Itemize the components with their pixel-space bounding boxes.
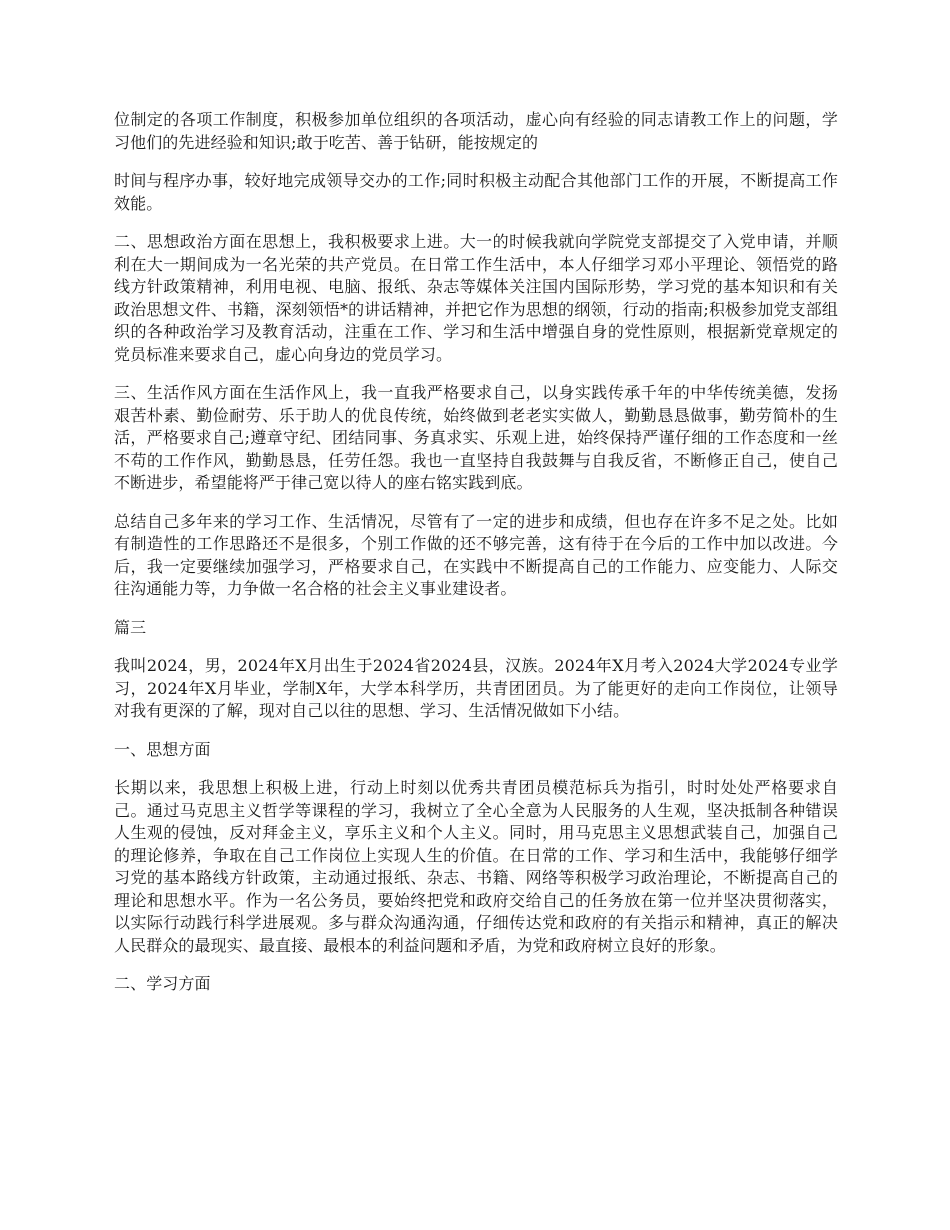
section-heading-study: 二、学习方面 xyxy=(114,974,211,993)
section-heading-part-three: 篇三 xyxy=(114,617,147,637)
paragraph-work-efficiency: 时间与程序办事，较好地完成领导交办的工作;同时积极主动配合其他部门工作的开展，不断提高工作效能。 xyxy=(114,171,838,213)
paragraph-work-rules: 位制定的各项工作制度，积极参加单位组织的各项活动，虚心向有经验的同志请教工作上的问题，学习他们的先进经验和知识;敢于吃苦、善于钻研，能按规定的 xyxy=(114,110,838,152)
paragraph-summary: 总结自己多年来的学习工作、生活情况，尽管有了一定的进步和成绩，但也存在许多不足之处。比如有制造性的工作思路还不是很多，个别工作做的还不够完善，这有待于在今后的工作中加以改进。今后，我一定要继续加强学习，严格要求自己，在实践中不断提高自己的工作能力、应变能力、人际交往沟通能力等，力争做一名合格的社会主义事业建设者。 xyxy=(114,511,838,598)
paragraph-self-introduction: 我叫2024，男，2024年X月出生于2024省2024县，汉族。2024年X月考入2024大学2024专业学习，2024年X月毕业，学制X年，大学本科学历，共青团团员。为了能更好的走向工作岗位，让领导对我有更深的了解，现对自己以往的思想、学习、生活情况做如下小结。 xyxy=(114,656,838,720)
section-heading-thought: 一、思想方面 xyxy=(114,739,211,759)
paragraph-political-thought: 二、思想政治方面在思想上，我积极要求上进。大一的时候我就向学院党支部提交了入党申请，并顺利在大一期间成为一名光荣的共产党员。在日常工作生活中，本人仔细学习邓小平理论、领悟党的路线方针政策精神，利用电视、电脑、报纸、杂志等媒体关注国内国际形势，学习党的基本知识和有关政治思想文件、书籍，深刻领悟*的讲话精神，并把它作为思想的纲领，行动的指南;积极参加党支部组织的各种政治学习及教育活动，注重在工作、学习和生活中增强自身的党性原则，根据新党章规定的党员标准来要求自己，虚心向身边的党员学习。 xyxy=(114,232,838,364)
paragraph-thought-details: 长期以来，我思想上积极上进，行动上时刻以优秀共青团员模范标兵为指引，时时处处严格要求自己。通过马克思主义哲学等课程的学习，我树立了全心全意为人民服务的人生观，坚决抵制各种错误人生观的侵蚀，反对拜金主义，享乐主义和个人主义。同时，用马克思主义思想武装自己，加强自己的理论修养，争取在自己工作岗位上实现人生的价值。在日常的工作、学习和生活中，我能够仔细学习党的基本路线方针政策，主动通过报纸、杂志、书籍、网络等积极学习政治理论，不断提高自己的理论和思想水平。作为一名公务员，要始终把党和政府交给自己的任务放在第一位并坚决贯彻落实，以实际行动践行科学进展观。多与群众沟通沟通，仔细传达党和政府的有关指示和精神，真正的解决人民群众的最现实、最直接、最根本的利益问题和矛盾，为党和政府树立良好的形象。 xyxy=(114,778,838,955)
paragraph-life-style: 三、生活作风方面在生活作风上，我一直我严格要求自己，以身实践传承千年的中华传统美德，发扬艰苦朴素、勤俭耐劳、乐于助人的优良传统，始终做到老老实实做人，勤勤恳恳做事，勤劳简朴的生活，严格要求自己;遵章守纪、团结同事、务真求实、乐观上进，始终保持严谨仔细的工作态度和一丝不苟的工作作风，勤勤恳恳，任劳任怨。我也一直坚持自我鼓舞与自我反省，不断修正自己，使自己不断进步，希望能将严于律己宽以待人的座右铭实践到底。 xyxy=(114,383,838,492)
